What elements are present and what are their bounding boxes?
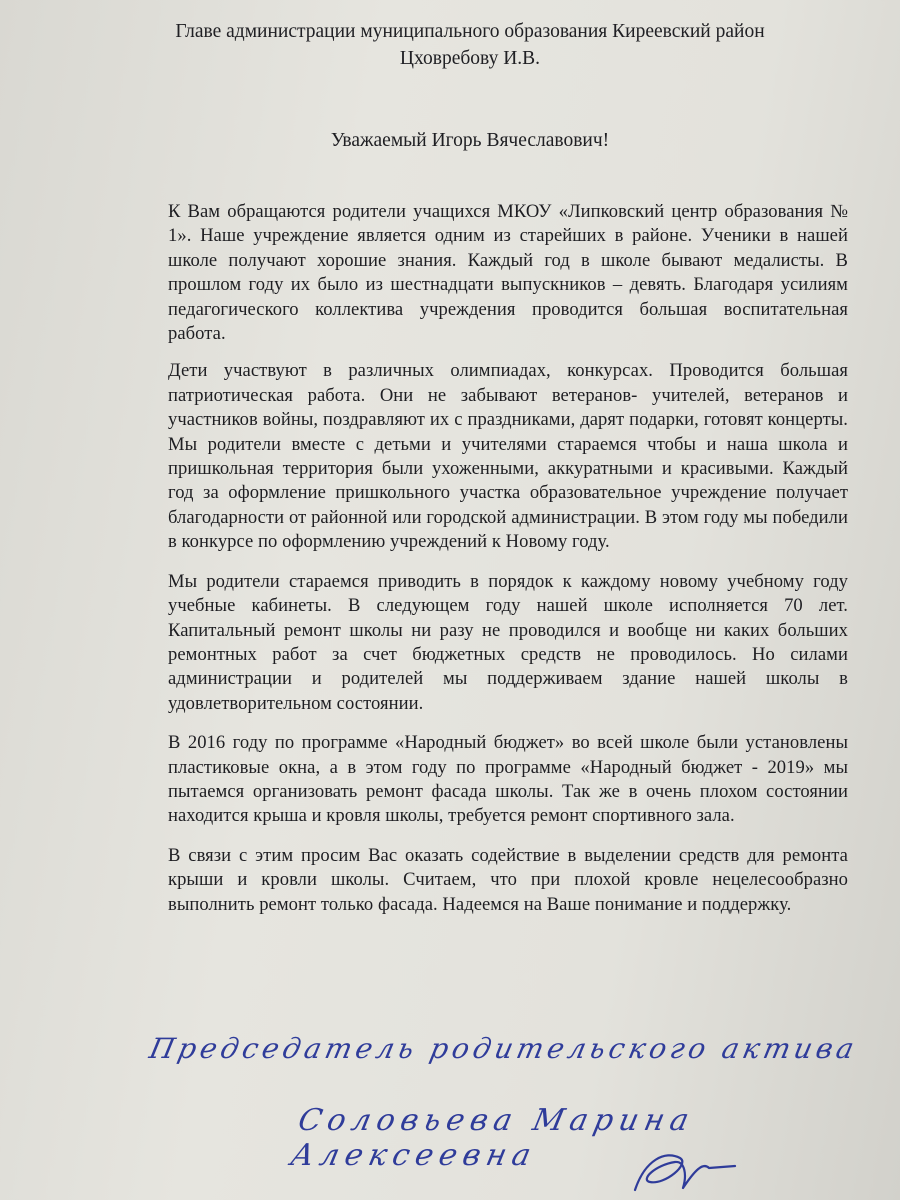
paragraph-4: В 2016 году по программе «Народный бюджет» во всей школе были установлены пластиковые окна, а в этом году по программе «Народный бюджет - 2019» мы пытаемся организовать ремонт фасада школы. Так же в очень плохом состоянии находится крыша и кровля школы, требуется ремонт спортивного зала. [168, 732, 848, 827]
paragraph-2: Дети участвуют в различных олимпиадах, конкурсах. Проводится большая патриотическая работа. Они не забывают ветеранов- учителей, ветеранов и участников войны, поздравляют их с праздниками, дарят подарки, готовят концерты. Мы родители вместе с детьми и учителями стараемся чтобы и наша школа и пришкольная территория были ухоженными, аккуратными и красивыми. Каждый год за оформление пришкольного участка образовательное учреждение получает благодарности от районной или городской администрации. В этом году мы победили в конкурсе по оформлению учреждений к Новому году. [168, 360, 848, 553]
paragraph-3: Мы родители стараемся приводить в порядок к каждому новому учебному году учебные кабинеты. В следующем году нашей школе исполняется 70 лет. Капитальный ремонт школы ни разу не проводился и вообще ни каких больших ремонтных работ за счет бюджетных средств не проводилось. Но силами администрации и родителей мы поддерживаем здание нашей школы в удовлетворительном состоянии. [168, 570, 848, 714]
handwritten-signer-name: Соловьева Марина Алексеевна [287, 1103, 698, 1173]
addressee-line-1: Главе администрации муниципального образования Киреевский район [175, 21, 765, 42]
salutation: Уважаемый Игорь Вячеславович! [330, 130, 610, 151]
letter-body [168, 200, 848, 932]
addressee-line-2: Цховребову И.В. [399, 48, 541, 69]
handwritten-signer-title: Председатель родительского актива [146, 1032, 861, 1065]
signature-scribble [625, 1140, 755, 1200]
addressee-header [100, 18, 840, 72]
paragraph-1: К Вам обращаются родители учащихся МКОУ «Липковский центр образования № 1». Наше учреждение является одним из старейших в районе. Ученики в нашей школе получают хорошие знания. Каждый год в школе бывают медалисты. В прошлом году их было из шестнадцати выпускников – девять. Благодаря усилиям педагогического коллектива учреждения проводится большая воспитательная работа. [168, 201, 848, 345]
paragraph-5: В связи с этим просим Вас оказать содействие в выделении средств для ремонта крыши и кровли школы. Считаем, что при плохой кровле нецелесообразно выполнить ремонт только фасада. Надеемся на Ваше понимание и поддержку. [168, 844, 848, 915]
